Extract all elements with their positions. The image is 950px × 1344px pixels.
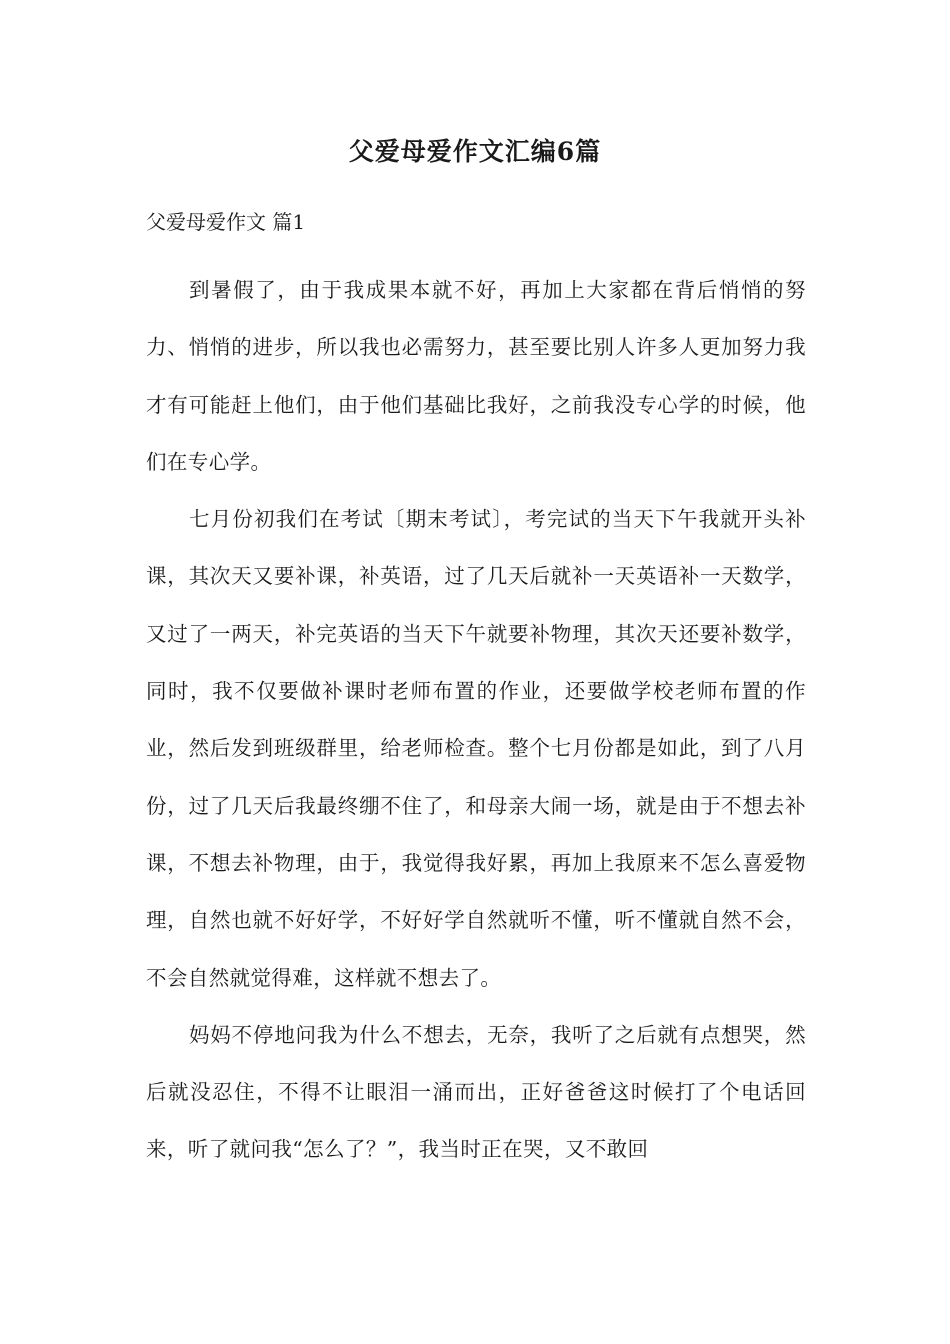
section-heading: 父爱母爱作文 篇1 [146, 210, 306, 234]
paragraph-1: 到暑假了，由于我成果本就不好，再加上大家都在背后悄悄的努力、悄悄的进步，所以我也必需努力，甚至要比别人许多人更加努力我才有可能赶上他们，由于他们基础比我好，之前我没专心学的时候，他们在专心学。 [146, 278, 806, 474]
paragraph-3: 妈妈不停地问我为什么不想去，无奈，我听了之后就有点想哭，然后就没忍住，不得不让眼泪一涌而出，正好爸爸这时候打了个电话回来，听了就问我“怎么了？”，我当时正在哭，又不敢回 [146, 1022, 806, 1162]
paragraph-2: 七月份初我们在考试〔期末考试〕，考完试的当天下午我就开头补课，其次天又要补课，补英语，过了几天后就补一天英语补一天数学，又过了一两天，补完英语的当天下午就要补物理，其次天还要补数学，同时，我不仅要做补课时老师布置的作业，还要做学校老师布置的作业，然后发到班级群里，给老师检查。整个七月份都是如此，到了八月份，过了几天后我最终绷不住了，和母亲大闹一场，就是由于不想去补课，不想去补物理，由于，我觉得我好累，再加上我原来不怎么喜爱物理，自然也就不好好学，不好好学自然就听不懂，听不懂就自然不会，不会自然就觉得难，这样就不想去了。 [146, 507, 806, 990]
essay-body [146, 262, 806, 1179]
document-title: 父爱母爱作文汇编6篇 [348, 137, 602, 166]
